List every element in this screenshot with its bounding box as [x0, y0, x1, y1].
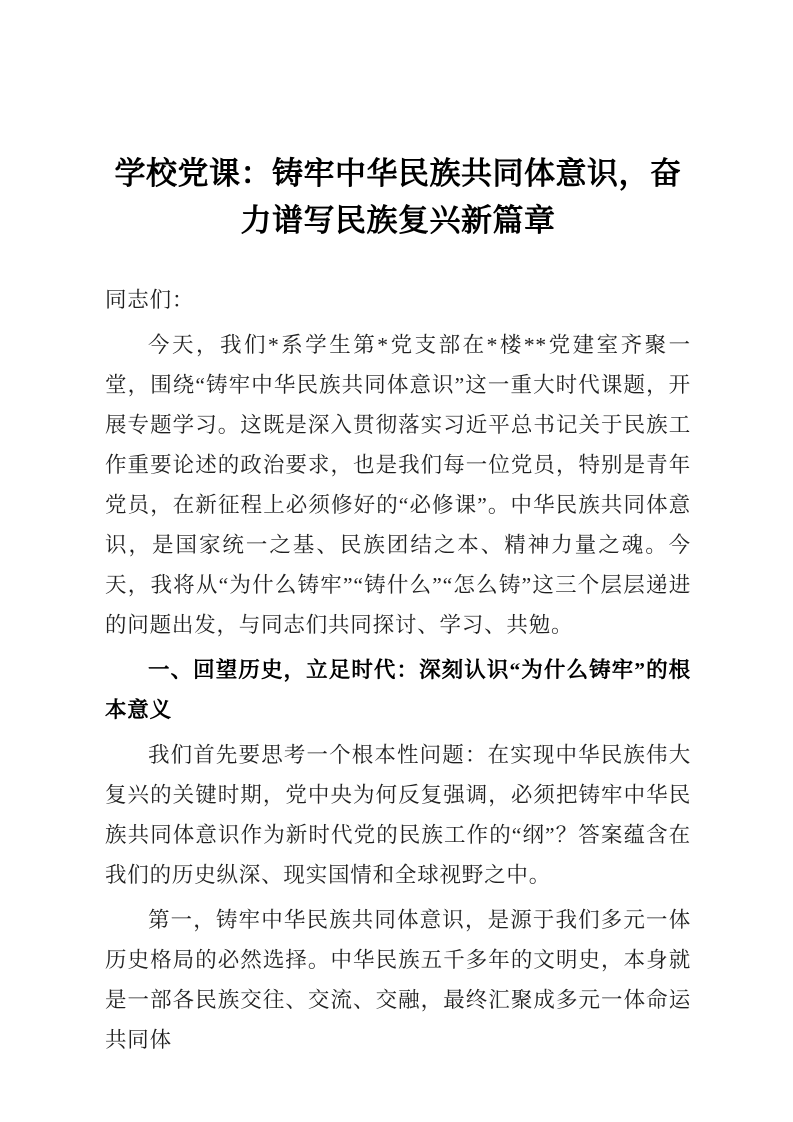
document-title: 学校党课：铸牢中华民族共同体意识，奋力谱写民族复兴新篇章: [114, 156, 682, 238]
paragraph-opening: 今天，我们*系学生第*党支部在*楼**党建室齐聚一堂，围绕“铸牢中华民族共同体意识”这一重大时代课题，开展专题学习。这既是深入贯彻落实习近平总书记关于民族工作重要论述的政治要求，也是我们每一位党员，特别是青年党员，在新征程上必须修好的“必修课”。中华民族共同体意识，是国家统一之基、民族团结之本、精神力量之魂。今天，我将从“为什么铸牢”“铸什么”“怎么铸”这三个层层递进的问题出发，与同志们共同探讨、学习、共勉。: [105, 333, 691, 637]
paragraph-root-question: 我们首先要思考一个根本性问题：在实现中华民族伟大复兴的关键时期，党中央为何反复强调，必须把铸牢中华民族共同体意识作为新时代党的民族工作的“纲”？答案蕴含在我们的历史纵深、现实国情和全球视野之中。: [105, 743, 691, 887]
section-heading-1: 一、回望历史，立足时代：深刻认识“为什么铸牢”的根本意义: [105, 658, 691, 722]
paragraph-first-point: 第一，铸牢中华民族共同体意识，是源于我们多元一体历史格局的必然选择。中华民族五千多年的文明史，本身就是一部各民族交往、交流、交融，最终汇聚成多元一体命运共同体: [105, 908, 691, 1052]
salutation-line: 同志们：: [105, 288, 195, 312]
